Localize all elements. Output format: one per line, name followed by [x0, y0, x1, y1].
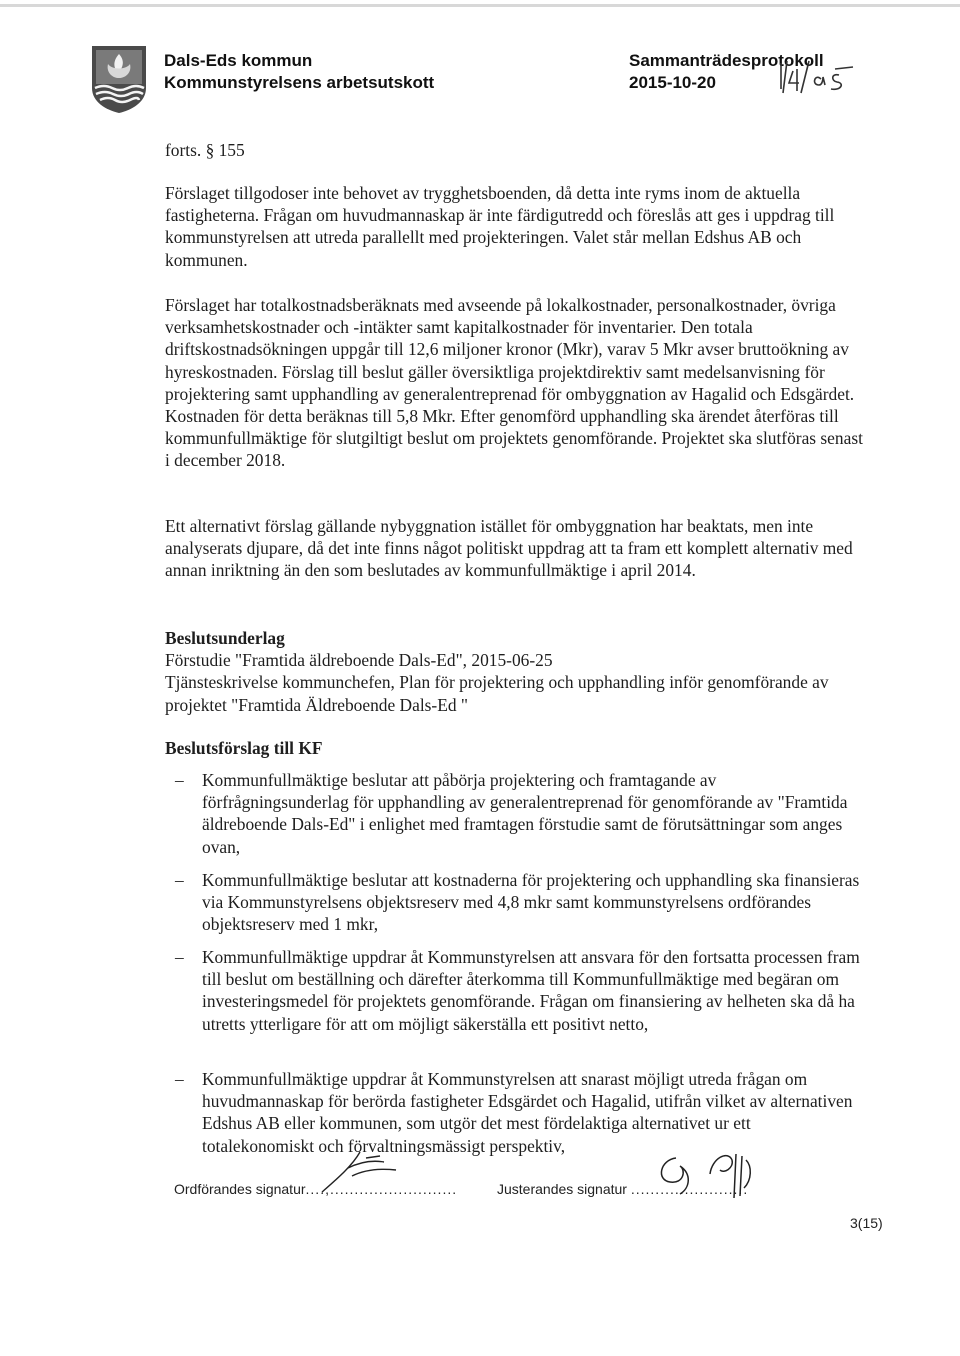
section-beslutsunderlag [165, 627, 865, 716]
bullet-dash: – [175, 870, 184, 890]
underlag-item: Förstudie "Framtida äldreboende Dals-Ed", 2015-06-25 [165, 650, 553, 671]
header-municipality: Dals-Eds kommun [164, 51, 313, 70]
header-date: 2015-10-20 [629, 73, 716, 92]
bullet-dash: – [175, 1069, 184, 1089]
paragraph-cost-calculation [165, 294, 865, 472]
paragraph-text: Förslaget tillgodoser inte behovet av trygghetsboenden, då detta inte ryms inom de aktuella fastigheterna. Frågan om huvudmannaskap är inte färdigutredd och föreslås att ges i uppdrag till kommunstyrelsen att utreda parallellt med projekteringen. Valet står mellan Edshus AB och kommunen. [165, 183, 835, 270]
chair-signature-label: Ordförandes signatur [174, 1181, 306, 1197]
paragraph-text: Ett alternativt förslag gällande nybyggnation istället för ombyggnation har beaktats, men inte analyserats djupare, då det inte finns något politiskt uppdrag att ta fram ett komplett alternativ med annan inriktning än den som beslutades av kommunfullmäktige i april 2014. [165, 516, 853, 581]
handwritten-initials [775, 55, 867, 97]
page-number: 3(15) [850, 1215, 883, 1231]
header-committee: Kommunstyrelsens arbetsutskott [164, 73, 435, 92]
beslutsunderlag-heading: Beslutsunderlag [165, 628, 285, 648]
bullet-dash: – [175, 947, 184, 967]
list-item-text: Kommunfullmäktige beslutar att kostnaderna för projektering och upphandling ska finansieras via Kommunstyrelsens objektsreserv med 4,8 mkr samt kommunstyrelsens ordförandes objektsreserv med 1 mkr, [202, 870, 860, 935]
scan-edge [0, 4, 960, 7]
underlag-item: Tjänsteskrivelse kommunchefen, Plan för projektering och upphandling inför genomförande av projektet "Framtida Äldreboende Dals-Ed " [165, 672, 829, 715]
list-item-text: Kommunfullmäktige uppdrar åt Kommunstyrelsen att ansvara för den fortsatta processen fram till beslut om beställning och därefter återkomma till Kommunfullmäktige med begäran om investeringsmedel för projektets genomförande. Frågan om finansiering av helheten ska då ha utretts ytterligare för att om möjligt säkerställa ett positivt netto, [202, 947, 860, 1034]
beslutsforslag-heading: Beslutsförslag till KF [165, 738, 323, 758]
signature-dots: ....,.......................... [305, 1181, 458, 1197]
section-continuation: forts. § 155 [165, 140, 245, 160]
signature-dots: ........................ [630, 1181, 749, 1197]
paragraph-trygghetsboenden [165, 182, 865, 271]
adjuster-signature-line [497, 1181, 748, 1197]
bullet-dash: – [175, 770, 184, 790]
paragraph-text: Förslaget har totalkostnadsberäknats med avseende på lokalkostnader, personalkostnader, övriga verksamhetskostnader och -intäkter samt kapitalkostnader för inventarier. Den totala driftskostnadsökningen uppgår till 12,6 miljoner kronor (Mkr), varav 5 Mkr avser bruttoökning av hyreskostnaden. Förslag till beslut gäller översiktliga projektdirektiv samt medelsanvisning för projektering samt upphandling av generalentreprenad för ombyggnation av Hagalid och Edsgärdet. Kostnaden för detta beräknas till 5,8 Mkr. Efter genomförd upphandling ska ärendet återföras till kommunfullmäktige för slutgiltigt beslut om projektets genomförande. Projektet ska slutföras senast i december 2018. [165, 295, 863, 471]
chair-signature-line [174, 1181, 457, 1197]
paragraph-alternative-proposal [165, 515, 865, 582]
adjuster-signature-label: Justerandes signatur [497, 1181, 627, 1197]
list-item-text: Kommunfullmäktige beslutar att påbörja projektering och framtagande av förfrågningsunderlag för upphandling av generalentreprenad för genomförande av "Framtida äldreboende Dals-Ed" i enlighet med framtagen förstudie samt de förutsättningar som anges ovan, [202, 770, 848, 857]
municipal-coat-of-arms-icon [90, 44, 148, 114]
list-item-text: Kommunfullmäktige uppdrar åt Kommunstyrelsen att snarast möjligt utreda frågan om huvudmannaskap för berörda fastigheter Edsgärdet och Hagalid, utifrån vilket av alternativen Edshus AB eller kommunen, som utgör det mest fördelaktiga alternativet ur ett totalekonomiskt och förvaltningsmässigt perspektiv, [202, 1069, 853, 1156]
header-document-type: Sammanträdesprotokoll [629, 51, 824, 70]
